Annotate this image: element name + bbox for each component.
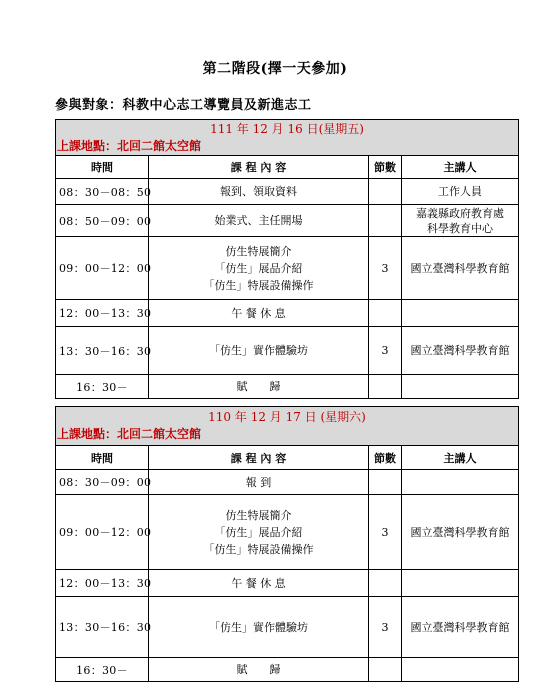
speaker-line: 科學教育中心: [427, 221, 493, 235]
hours-cell: [369, 570, 402, 597]
day-date: 110 年 12 月 17 日 (星期六): [208, 410, 366, 424]
content-cell: [149, 300, 369, 327]
time-cell: 13：30－16：30: [56, 597, 149, 658]
speaker-line: 嘉義縣政府教育處: [416, 206, 504, 220]
table-row: [56, 375, 519, 399]
time-cell: 08：30－08：50: [56, 179, 149, 205]
audience-line: 參與對象：科教中心志工導覽員及新進志工: [55, 98, 312, 113]
content-line: 「仿生」展品介紹: [214, 525, 303, 539]
header-speaker: 主講人: [402, 446, 519, 470]
content-line: 「仿生」實作體驗坊: [209, 620, 308, 634]
table-row: [56, 327, 519, 375]
time-cell: 08：30－09：00: [56, 470, 149, 495]
time-cell: 12：00－13：30: [56, 300, 149, 327]
table-row: [56, 300, 519, 327]
content-cell: [149, 205, 369, 237]
table-row: [56, 570, 519, 597]
hours-cell: 3: [369, 495, 402, 570]
header-hours: 節數: [369, 446, 402, 470]
speaker-cell: [402, 570, 519, 597]
table-row: [56, 495, 519, 570]
time-cell: 16：30－: [56, 658, 149, 682]
header-time: 時間: [56, 156, 149, 179]
content-cell: [149, 597, 369, 658]
content-cell: [149, 179, 369, 205]
hours-cell: [369, 375, 402, 399]
time-cell: 12：00－13：30: [56, 570, 149, 597]
header-time: 時間: [56, 446, 149, 470]
speaker-cell: [402, 470, 519, 495]
content-line: 「仿生」特展設備操作: [203, 278, 314, 292]
content-line: 午 餐 休 息: [231, 576, 286, 590]
speaker-cell: [402, 327, 519, 375]
speaker-cell: [402, 658, 519, 682]
speaker-cell: [402, 597, 519, 658]
speaker-line: 國立臺灣科學教育館: [410, 344, 510, 357]
content-cell: [149, 470, 369, 495]
schedule-table-day2: [55, 406, 519, 682]
content-line: 「仿生」實作體驗坊: [209, 344, 308, 357]
table-row: [56, 205, 519, 237]
hours-cell: 3: [369, 597, 402, 658]
table-row: [56, 179, 519, 205]
day-header-row: [56, 407, 519, 446]
content-line: 賦 歸: [236, 380, 281, 393]
hours-cell: [369, 658, 402, 682]
time-cell: 13：30－16：30: [56, 327, 149, 375]
hours-cell: [369, 470, 402, 495]
hours-cell: 3: [369, 327, 402, 375]
day-header-cell: [56, 407, 519, 446]
content-cell: [149, 658, 369, 682]
table-row: [56, 470, 519, 495]
day-date: 111 年 12 月 16 日(星期五): [210, 121, 364, 136]
content-line: 報 到: [245, 475, 272, 489]
content-line: 仿生特展簡介: [225, 508, 292, 522]
hours-cell: 3: [369, 237, 402, 300]
content-line: 「仿生」展品介紹: [214, 261, 303, 275]
speaker-line: 國立臺灣科學教育館: [410, 261, 510, 275]
day-location: 上課地點：北回二館太空館: [57, 427, 202, 441]
day-location: 上課地點：北回二館太空館: [57, 138, 202, 153]
table-row: [56, 237, 519, 300]
content-cell: [149, 327, 369, 375]
speaker-cell: [402, 205, 519, 237]
speaker-cell: [402, 495, 519, 570]
speaker-cell: [402, 179, 519, 205]
content-cell: [149, 237, 369, 300]
time-cell: 09：00－12：00: [56, 237, 149, 300]
content-line: 午 餐 休 息: [231, 306, 286, 320]
header-content: 課 程 內 容: [149, 446, 369, 470]
content-cell: [149, 570, 369, 597]
page-title: 第二階段(擇一天參加): [202, 61, 348, 77]
speaker-line: 國立臺灣科學教育館: [410, 620, 510, 634]
header-speaker: 主講人: [402, 156, 519, 179]
table-row: [56, 658, 519, 682]
content-line: 始業式、主任開場: [214, 214, 303, 227]
speaker-cell: [402, 237, 519, 300]
header-content: 課 程 內 容: [149, 156, 369, 179]
time-cell: 16：30－: [56, 375, 149, 399]
content-line: 報到、領取資料: [220, 185, 297, 198]
speaker-cell: [402, 375, 519, 399]
content-cell: [149, 495, 369, 570]
schedule-table-day1: [55, 119, 519, 399]
time-cell: 08：50－09：00: [56, 205, 149, 237]
table-row: [56, 597, 519, 658]
speaker-line: 工作人員: [438, 185, 482, 198]
day-header-cell: [56, 120, 519, 156]
hours-cell: [369, 179, 402, 205]
content-line: 賦 歸: [236, 663, 281, 676]
content-cell: [149, 375, 369, 399]
speaker-line: 國立臺灣科學教育館: [410, 525, 510, 539]
content-line: 仿生特展簡介: [225, 244, 292, 258]
content-line: 「仿生」特展設備操作: [203, 542, 314, 556]
speaker-cell: [402, 300, 519, 327]
column-header-row: [56, 446, 519, 470]
header-hours: 節數: [369, 156, 402, 179]
hours-cell: [369, 300, 402, 327]
day-header-row: [56, 120, 519, 156]
hours-cell: [369, 205, 402, 237]
time-cell: 09：00－12：00: [56, 495, 149, 570]
column-header-row: [56, 156, 519, 179]
